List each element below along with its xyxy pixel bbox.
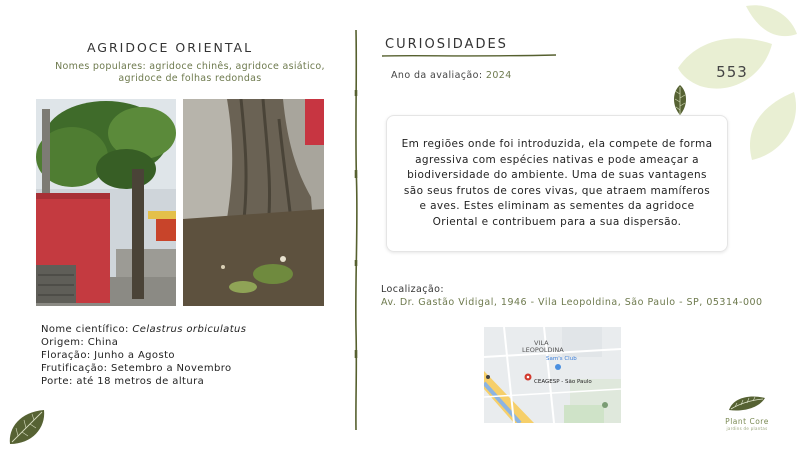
flowering-line: Floração: Junho a Agosto bbox=[41, 350, 175, 361]
eval-label: Ano da avaliação: bbox=[391, 70, 486, 81]
plant-id-badge: 553 bbox=[716, 63, 748, 81]
map-district-2: LEOPOLDINA bbox=[522, 346, 564, 354]
eval-year-value: 2024 bbox=[485, 70, 512, 81]
corner-leaf-icon bbox=[6, 406, 48, 448]
brand-tagline: jardins de plantas bbox=[726, 426, 768, 431]
location-label: Localização: bbox=[381, 284, 444, 295]
popular-names: Nomes populares: agridoce chinês, agridoce asiático, agridoce de folhas redondas bbox=[55, 61, 325, 84]
evaluation-year bbox=[391, 70, 512, 81]
origin-line: Origem: China bbox=[41, 337, 119, 348]
size-line: Porte: até 18 metros de altura bbox=[41, 376, 205, 387]
map-store-label: Sam's Club bbox=[546, 356, 577, 362]
map-district-1: VILA bbox=[534, 339, 549, 347]
tree-photo bbox=[36, 99, 176, 306]
curiosities-card bbox=[386, 115, 728, 252]
map-pin-label: CEAGESP - São Paulo bbox=[534, 379, 592, 385]
brand-leaf-icon bbox=[727, 392, 767, 412]
title-underline bbox=[380, 53, 560, 59]
plant-title: AGRIDOCE ORIENTAL bbox=[86, 40, 254, 55]
trunk-photo bbox=[183, 99, 324, 306]
curiosities-title: CURIOSIDADES bbox=[385, 37, 508, 52]
brand-name: Plant Core bbox=[725, 417, 769, 426]
scientific-name: Celastrus orbiculatus bbox=[132, 324, 247, 335]
column-divider bbox=[352, 30, 360, 430]
location-map[interactable] bbox=[484, 327, 621, 423]
small-leaf-icon bbox=[670, 84, 690, 116]
fruiting-line: Frutificação: Setembro a Novembro bbox=[41, 363, 232, 374]
scientific-label: Nome científico: bbox=[41, 324, 133, 335]
location-address: Av. Dr. Gastão Vidigal, 1946 - Vila Leopoldina, São Paulo - SP, 05314-000 bbox=[381, 297, 763, 308]
plant-facts bbox=[41, 323, 246, 388]
scientific-name-line bbox=[41, 323, 246, 336]
brand-logo bbox=[718, 392, 776, 431]
curiosities-text: Em regiões onde foi introduzida, ela compete de forma agressiva com espécies nativas e pode ameaçar a biodiversidade do ambiente. Uma de suas vantagens são seus frutos de cores vivas, que atraem mamíferos e aves. Estes eliminam as sementes da agridoce Oriental e contribuem para a sua dispersão. bbox=[401, 138, 713, 228]
